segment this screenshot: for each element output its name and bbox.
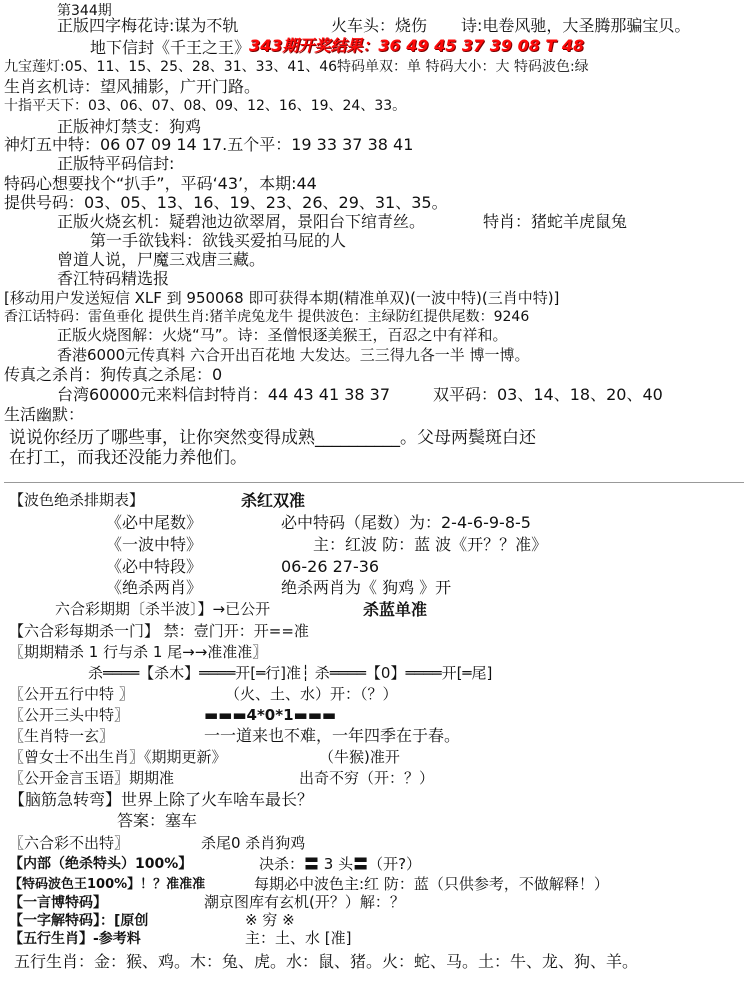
five-element-value: （火、土、水）开：（？） xyxy=(225,685,398,703)
line-five-special: 神灯五中特：06 07 09 14 17.五个平：19 33 37 38 41 xyxy=(4,135,414,154)
line-hk-report: 香江特码精选报 xyxy=(57,269,170,288)
one-char-label: 【一字解特码】：[原创 xyxy=(9,913,149,929)
one-char-value: ※ 穷 ※ xyxy=(245,911,295,929)
kill-two-value: 绝杀两肖为《 狗鸡 》开 xyxy=(281,578,452,597)
issue-number: 第344期 xyxy=(57,3,112,19)
line-lamp-ban: 正版神灯禁支：狗鸡 xyxy=(57,117,202,136)
line-lotus-lamp: 九宝莲灯:05、11、15、25、28、31、33、41、46特码单双：单 特码大小：大 特码波色:绿 xyxy=(4,59,589,75)
riddle: 【脑筋急转弯】世界上除了火车啥车最长？ xyxy=(9,790,314,809)
table-title-result: 杀红双准 xyxy=(241,491,306,510)
one-wave-label: 《一波中特》 xyxy=(106,535,203,554)
line-fax-kill: 传真之杀肖：狗传真之杀尾：0 xyxy=(4,365,223,384)
line-first-hand: 第一手欲钱料：欲钱买爱拍马屁的人 xyxy=(90,231,347,250)
line-double-flat: 双平码：03、14、18、20、40 xyxy=(433,385,663,404)
segment-value: 06-26 27-36 xyxy=(281,557,380,576)
kill-wood-zero: 杀════【杀木】════开[═行]准┆ 杀════【0】════开[═尾] xyxy=(88,664,493,682)
line-pickpocket: 特码心想要找个“扒手”，平码‘43’，本期:44 xyxy=(4,174,317,193)
five-zodiac-value: 主：土、水 [准] xyxy=(245,929,352,947)
half-wave-label: 六合彩期期〔杀半波〕】→已公开 xyxy=(55,600,271,618)
line-taoist: 曾道人说，尸魔三戏唐三藏。 xyxy=(57,250,266,269)
line-humor-2: 在打工，而我还没能力养他们。 xyxy=(9,448,247,468)
line-taiwan: 台湾60000元来料信封特肖：44 43 41 38 37 xyxy=(57,385,391,404)
one-word-value: 潮京图库有玄机(开？）解：？ xyxy=(204,893,405,911)
five-zodiac-list: 五行生肖：金：猴、鸡。木：兔、虎。水：鼠、猪。火：蛇、马。土：牛、龙、狗、羊。 xyxy=(14,952,639,971)
line-hk-fax: 香港6000元传真料 六合开出百花地 大发达。三三得九各一半 博一博。 xyxy=(57,346,530,364)
segment-label: 《必中特段》 xyxy=(106,557,203,576)
kill-one-door: 【六合彩每期杀一门】 禁：壹门开：开==准 xyxy=(9,622,309,640)
train-head: 火车头：烧伤 xyxy=(331,16,428,35)
one-word-label: 【一言博特码】 xyxy=(9,895,107,911)
internal-kill-label: 【内部（绝杀特头）100%】 xyxy=(9,856,193,872)
line-humor-label: 生活幽默： xyxy=(4,405,85,424)
poem-text: 诗:电卷风驰，大圣腾那骗宝贝。 xyxy=(461,16,691,35)
draw-results: 343期开奖结果：36 49 45 37 39 08 T 48 xyxy=(249,36,585,55)
three-head-label: 〖公开三头中特〗 xyxy=(9,706,130,724)
three-head-value: ▬▬▬4*0*1▬▬▬ xyxy=(204,706,337,724)
zodiac-mystery-value: 一一道来也不难，一年四季在于春。 xyxy=(204,726,461,745)
section-divider xyxy=(4,482,744,483)
wave-king-value: 每期必中波色主:红 防：蓝（只供参考，不做解释！） xyxy=(254,875,609,893)
kill-two-label: 《绝杀两肖》 xyxy=(106,578,203,597)
line-special-zodiac: 特肖：猪蛇羊虎鼠兔 xyxy=(483,212,628,231)
line-humor-1: 说说你经历了哪些事，让你突然变得成熟__________。父母两鬓斑白还 xyxy=(9,428,536,448)
line-hk-talk: 香江话特码：雷鱼垂化 提供生肖:猪羊虎兔龙牛 提供波色：主绿防红提供尾数：9246 xyxy=(4,309,530,325)
no-special-value: 杀尾0 杀肖狗鸡 xyxy=(201,834,306,852)
ms-zeng-value: （牛猴)准开 xyxy=(319,748,400,766)
line-sms-note: [移动用户发送短信 XLF 到 950068 即可获得本期(精准单双)(一波中特)(三肖中特)] xyxy=(4,289,560,307)
must-tail-value: 必中特码（尾数）为：2-4-6-9-8-5 xyxy=(281,513,531,532)
wave-king-label: 【特码波色王100%】！？准准准 xyxy=(9,877,206,892)
five-element-label: 〖公开五行中特 〗 xyxy=(9,685,134,703)
ms-zeng-label: 〖曾女士不出生肖〗《期期更新》 xyxy=(9,748,227,766)
line-numbers: 提供号码：03、05、13、16、19、23、26、29、31、35。 xyxy=(4,193,448,212)
line-ten-fingers: 十指平天下：03、06、07、08、09、12、16、19、24、33。 xyxy=(4,98,407,114)
half-wave-result: 杀蓝单准 xyxy=(363,600,428,619)
line-letter: 正版特平码信封: xyxy=(57,154,175,173)
must-tail-label: 《必中尾数》 xyxy=(106,513,203,532)
riddle-answer: 答案：塞车 xyxy=(117,811,198,830)
internal-kill-value: 决杀：〓 3 头〓（开?） xyxy=(259,855,422,873)
table-title: 【波色绝杀排期表】 xyxy=(9,491,145,509)
golden-words-value: 出奇不穷（开：？） xyxy=(299,769,435,787)
letter-title: 地下信封《千王之王》 xyxy=(90,38,251,57)
kill-row-tail: 〖期期精杀 1 行与杀 1 尾→→准准准〗 xyxy=(9,643,268,661)
poem-title: 正版四字梅花诗:谋为不轨 xyxy=(57,16,239,35)
five-zodiac-label: 【五行生肖】-参考料 xyxy=(9,931,141,947)
zodiac-mystery-label: 〖生肖特一玄〗 xyxy=(9,727,115,745)
no-special-label: 〖六合彩不出特〗 xyxy=(9,834,130,852)
golden-words-label: 〖公开金言玉语〗期期准 xyxy=(9,769,175,787)
line-fire-diagram: 正版火烧图解：火烧“马”。诗：圣僧恨逐美猴王，百忍之中有祥和。 xyxy=(57,326,508,344)
one-wave-value: 主：红波 防：蓝 波《开？？准》 xyxy=(313,535,548,554)
line-zodiac-poem: 生肖玄机诗：望风捕影，广开门路。 xyxy=(4,77,261,96)
line-fire-mystery: 正版火烧玄机：疑碧池边欲翠屑，景阳台下绾青丝。 xyxy=(57,212,426,231)
